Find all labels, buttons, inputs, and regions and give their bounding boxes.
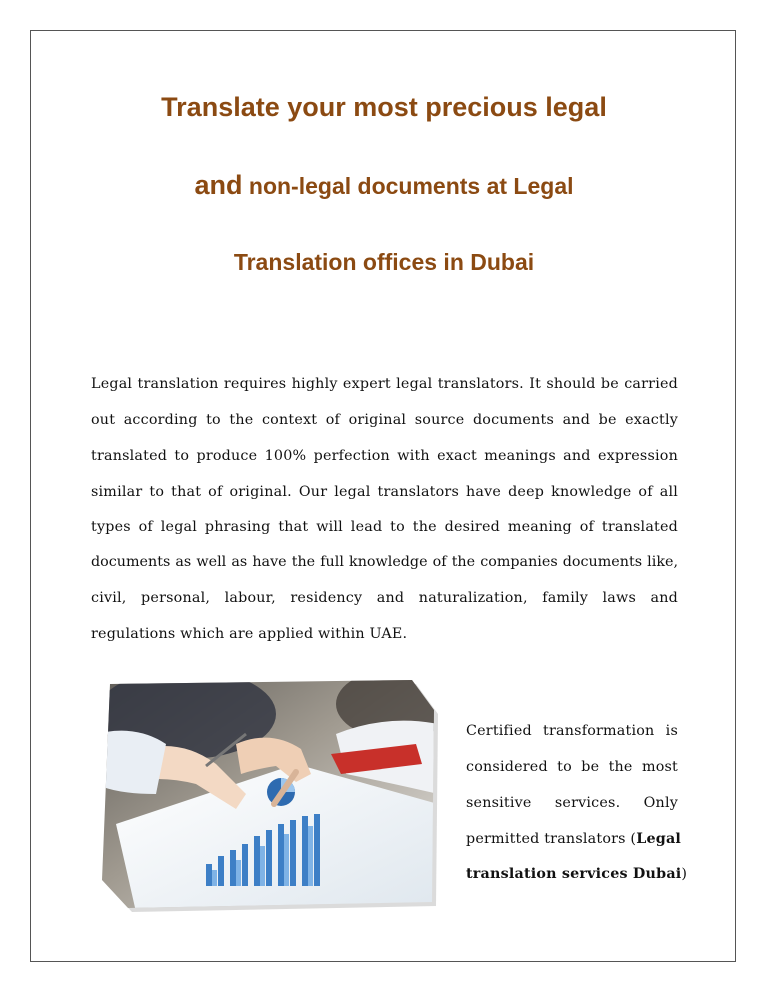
- side-line-1: Certified transformation is: [466, 723, 678, 739]
- body-line-5: types of legal phrasing that will lead to the desired meaning of translated: [91, 519, 678, 535]
- side-line-5-text: ): [681, 866, 688, 882]
- body-line-7: civil, personal, labour, residency and naturalization, family laws and: [91, 590, 678, 606]
- side-line-4-bold: Legal: [636, 831, 682, 847]
- side-line-2: considered to be the most: [466, 759, 678, 775]
- title-line-2-first: and: [194, 170, 243, 200]
- body-line-6: documents as well as have the full knowledge of the companies documents like,: [91, 554, 678, 570]
- side-line-5-bold: translation services Dubai: [466, 866, 682, 882]
- title-line-2: [0, 170, 768, 201]
- side-line-4: [466, 831, 682, 847]
- title-line-2-rest: non-legal documents at Legal: [242, 173, 574, 199]
- side-line-4-text: permitted translators (: [466, 831, 637, 847]
- business-charts-photo: [96, 674, 438, 912]
- body-line-8: regulations which are applied within UAE.: [91, 626, 408, 642]
- side-line-5: [466, 866, 688, 882]
- side-line-3: sensitive services. Only: [466, 795, 678, 811]
- body-line-2: out according to the context of original source documents and be exactly: [91, 412, 678, 428]
- body-line-4: similar to that of original. Our legal translators have deep knowledge of all: [91, 484, 678, 500]
- title-line-1: Translate your most precious legal: [161, 92, 607, 122]
- photo-illustration: [96, 674, 438, 912]
- title-line-3: Translation offices in Dubai: [233, 249, 535, 275]
- body-line-1: Legal translation requires highly expert legal translators. It should be carried: [91, 376, 678, 392]
- body-line-3: translated to produce 100% perfection with exact meanings and expression: [91, 448, 678, 464]
